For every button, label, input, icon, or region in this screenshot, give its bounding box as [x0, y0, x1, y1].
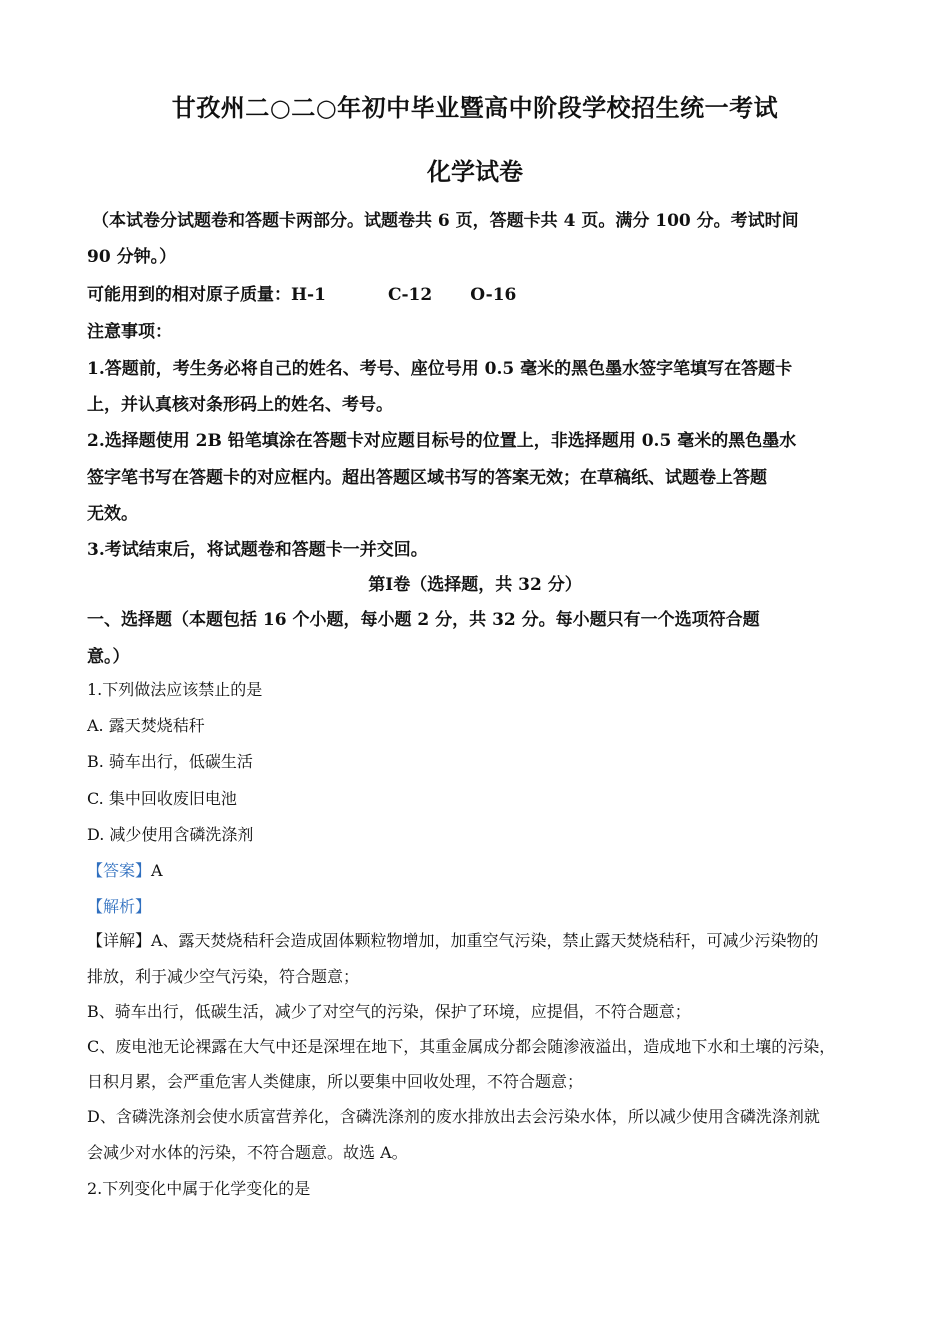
question-1-option-c: C. 集中回收废旧电池 [87, 789, 237, 808]
intro-line-2: 90 分钟。） [87, 247, 177, 267]
subject-title: 化学试卷 [427, 157, 523, 186]
atomic-mass-c: C-12 [387, 285, 433, 305]
answer-tag: 【答案】 [87, 861, 152, 880]
detail-line-4: C、废电池无论裸露在大气中还是深埋在地下，其重金属成分都会随渗液溢出，造成地下水和土壤的污染， [87, 1037, 836, 1056]
question-1-option-d: D. 减少使用含磷洗涤剂 [87, 825, 254, 844]
atomic-mass-h: H-1 [291, 285, 326, 305]
notes-heading: 注意事项： [87, 322, 172, 342]
atomic-mass-o: O-16 [470, 285, 517, 305]
atomic-mass-line [87, 280, 877, 305]
section-title: 第Ⅰ卷（选择题，共 32 分） [368, 575, 582, 595]
detail-line-7: 会减少对水体的污染，不符合题意。故选 A。 [87, 1143, 408, 1162]
answer-line [87, 858, 877, 881]
note-2-line-1: 2.选择题使用 2B 铅笔填涂在答题卡对应题目标号的位置上，非选择题用 0.5 毫米的黑色墨水 [87, 431, 797, 451]
detail-line-3: B、骑车出行，低碳生活，减少了对空气的污染，保护了环境，应提倡，不符合题意； [87, 1002, 691, 1021]
note-1-line-1: 1.答题前，考生务必将自己的姓名、考号、座位号用 0.5 毫米的黑色墨水签字笔填写在答题卡 [87, 359, 793, 379]
question-1-option-a: A. 露天焚烧秸秆 [87, 716, 205, 735]
answer-value: A [151, 861, 163, 880]
section-instruction-line-2: 意。） [87, 647, 130, 667]
question-1-option-b: B. 骑车出行，低碳生活 [87, 752, 253, 771]
question-1-stem: 1.下列做法应该禁止的是 [87, 680, 263, 699]
detail-line-1: 【详解】A、露天焚烧秸秆会造成固体颗粒物增加，加重空气污染，禁止露天焚烧秸秆，可减少污染物的 [87, 931, 819, 950]
note-2-line-2: 签字笔书写在答题卡的对应框内。超出答题区域书写的答案无效；在草稿纸、试题卷上答题 [87, 468, 767, 488]
detail-line-5: 日积月累，会严重危害人类健康，所以要集中回收处理，不符合题意； [87, 1072, 584, 1091]
detail-line-6: D、含磷洗涤剂会使水质富营养化，含磷洗涤剂的废水排放出去会污染水体，所以减少使用含磷洗涤剂就 [87, 1107, 820, 1126]
note-3: 3.考试结束后，将试题卷和答题卡一并交回。 [87, 540, 428, 560]
analysis-tag: 【解析】 [87, 897, 152, 916]
note-1-line-2: 上，并认真核对条形码上的姓名、考号。 [87, 395, 393, 415]
section-instruction-line-1: 一、选择题（本题包括 16 个小题，每小题 2 分，共 32 分。每小题只有一个选项符合题 [87, 610, 760, 630]
note-2-line-3: 无效。 [87, 504, 138, 524]
detail-line-2: 排放，利于减少空气污染，符合题意； [87, 967, 360, 986]
exam-title: 甘孜州二○二○年初中毕业暨高中阶段学校招生统一考试 [171, 93, 779, 122]
atomic-mass-label: 可能用到的相对原子质量： [87, 285, 291, 305]
question-2-stem: 2.下列变化中属于化学变化的是 [87, 1179, 311, 1198]
intro-line-1: （本试卷分试题卷和答题卡两部分。试题卷共 6 页，答题卡共 4 页。满分 100 分。考试时间 [92, 211, 799, 231]
